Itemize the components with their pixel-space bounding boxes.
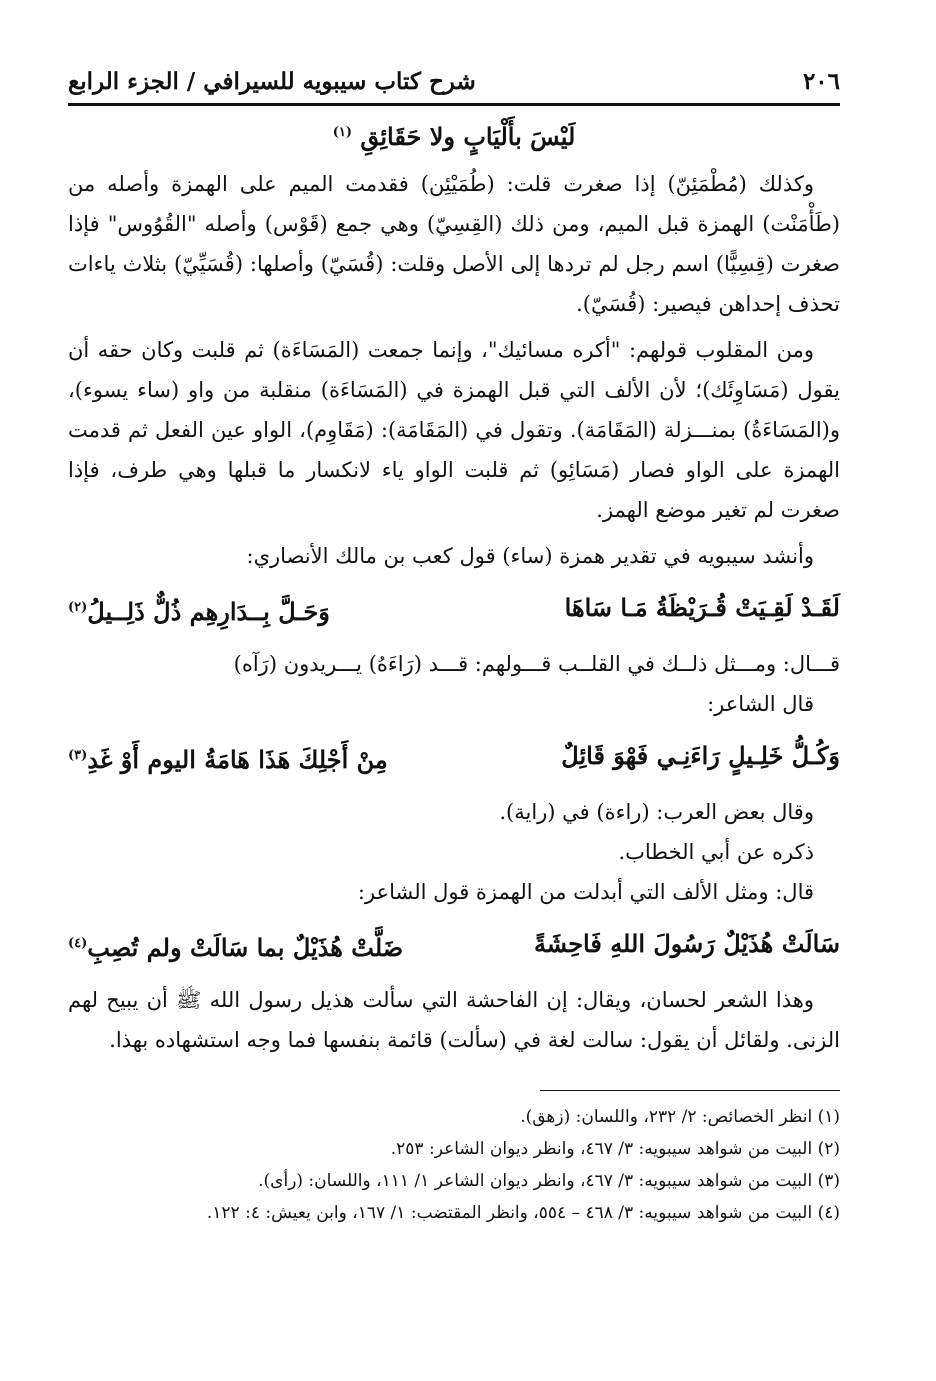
footnote-3: (٣) البيت من شواهد سيبويه: ٣/ ٤٦٧، وانظر ديوان الشاعر ١/ ١١١، واللسان: (رأى). <box>258 1171 840 1191</box>
verse-3 <box>68 916 840 976</box>
verse-1-second-hemistich: وَحَـلَّ بِــدَارِهِم ذُلٌّ ذَلِــيلُ$^{(٢)}$ <box>68 597 330 626</box>
footnote-2: (٢) البيت من شواهد سيبويه: ٣/ ٤٦٧، وانظر ديوان الشاعر: ٢٥٣. <box>390 1139 840 1159</box>
page-header <box>68 68 840 101</box>
verse-2-second-hemistich: مِنْ أَجْلِكَ هَذَا هَامَةُ اليوم أَوْ غَدِ$^{(٣)}$ <box>68 745 388 774</box>
verse-3-first-hemistich: سَالَتْ هُذَيْلٌ رَسُولَ اللهِ فَاحِشَةً <box>533 929 840 958</box>
verse-fragment: لَيْسَ بأَلْيَابٍ ولا حَقَائِقِ $^{(١)}$ <box>332 122 576 151</box>
page-number: ٢٠٦ <box>802 68 840 95</box>
paragraph-7: ذكره عن أبي الخطاب. <box>618 840 814 864</box>
paragraph-3: وأنشد سيبويه في تقدير همزة (ساء) قول كعب بن مالك الأنصاري: <box>246 544 814 568</box>
paragraph-9: وهذا الشعر لحسان، ويقال: إن الفاحشة التي سألت هذيل رسول الله ﷺ أن يبيح لهم الزنى. ولقائل أن يقول: سالت لغة في (سألت) قائمة بنفسها فما وجه استشهاده بهذا. <box>68 988 840 1052</box>
paragraph-5: قال الشاعر: <box>707 692 814 716</box>
verse-3-second-hemistich: ضَلَّتْ هُذَيْلٌ بما سَالَتْ ولم تُصِبِ$^{(٤)}$ <box>68 933 404 962</box>
book-page <box>68 68 840 1229</box>
footnote-1: (١) انظر الخصائص: ٢/ ٢٣٢، واللسان: (زهق). <box>520 1107 840 1127</box>
paragraph-6: وقال بعض العرب: (راءة) في (راية). <box>499 800 814 824</box>
verse-2-first-hemistich: وَكُـلُّ خَلِـيلٍ رَاءَنِـي فَهْوَ قَائِلٌ <box>561 741 840 770</box>
paragraph-1: وكذلك (مُطْمَئِنّ) إذا صغرت قلت: (طُمَيْئِن) فقدمت الميم على الهمزة وأصله من (طَأْمَنْت) الهمزة قبل الميم، ومن ذلك (القِسِيّ) وهي جمع (قَوْس) وأصله "القُوُوس" فإذا صغرت (قِسِيًّا) اسم رجل لم تردها إلى الأصل وقلت: (قُسَيّ) وأصلها: (قُسَيِّيّ) بثلاث ياءات تحذف إحداهن فيصير: (قُسَيّ). <box>68 172 840 316</box>
verse-2 <box>68 728 840 788</box>
verse-1-first-hemistich: لَقَـدْ لَقِـيَتْ قُـرَيْظَةُ مَـا سَاهَا <box>564 593 840 622</box>
verse-1 <box>68 580 840 640</box>
running-title: شرح كتاب سيبويه للسيرافي / الجزء الرابع <box>68 68 476 95</box>
footnote-rule <box>540 1090 840 1091</box>
paragraph-8: قال: ومثل الألف التي أبدلت من الهمزة قول الشاعر: <box>357 880 814 904</box>
footnote-4: (٤) البيت من شواهد سيبويه: ٣/ ٤٦٨ – ٥٥٤، وانظر المقتضب: ١/ ١٦٧، وابن يعيش: ٤: ١٢٢. <box>206 1203 840 1223</box>
footnote-ref-3: (٣) <box>68 748 88 763</box>
footnote-ref-4: (٤) <box>68 936 88 951</box>
paragraph-4: قـــال: ومـــثل ذلــك في القلــب قـــولهم: قـــد (رَاءَهُ) يـــريدون (رَآه) <box>233 652 840 676</box>
footnote-ref-2: (٢) <box>68 600 88 615</box>
paragraph-2: ومن المقلوب قولهم: "أكره مسائيك"، وإنما جمعت (المَسَاءَة) ثم قلبت وكان حقه أن يقول (مَسَاوِئَك)؛ لأن الألف التي قبل الهمزة في (المَسَاءَة) منقلبة من واو (ساء يسوء)، و(المَسَاءَةُ) بمنـــزلة (المَقَامَة). وتقول في (المَقَامَة): (مَقَاوِم)، الواو عين الفعل ثم قدمت الهمزة على الواو فصار (مَسَائِو) ثم قلبت الواو ياء لانكسار ما قبلها وهي طرف، فإذا صغرت لم تغير موضع الهمز. <box>68 338 840 522</box>
